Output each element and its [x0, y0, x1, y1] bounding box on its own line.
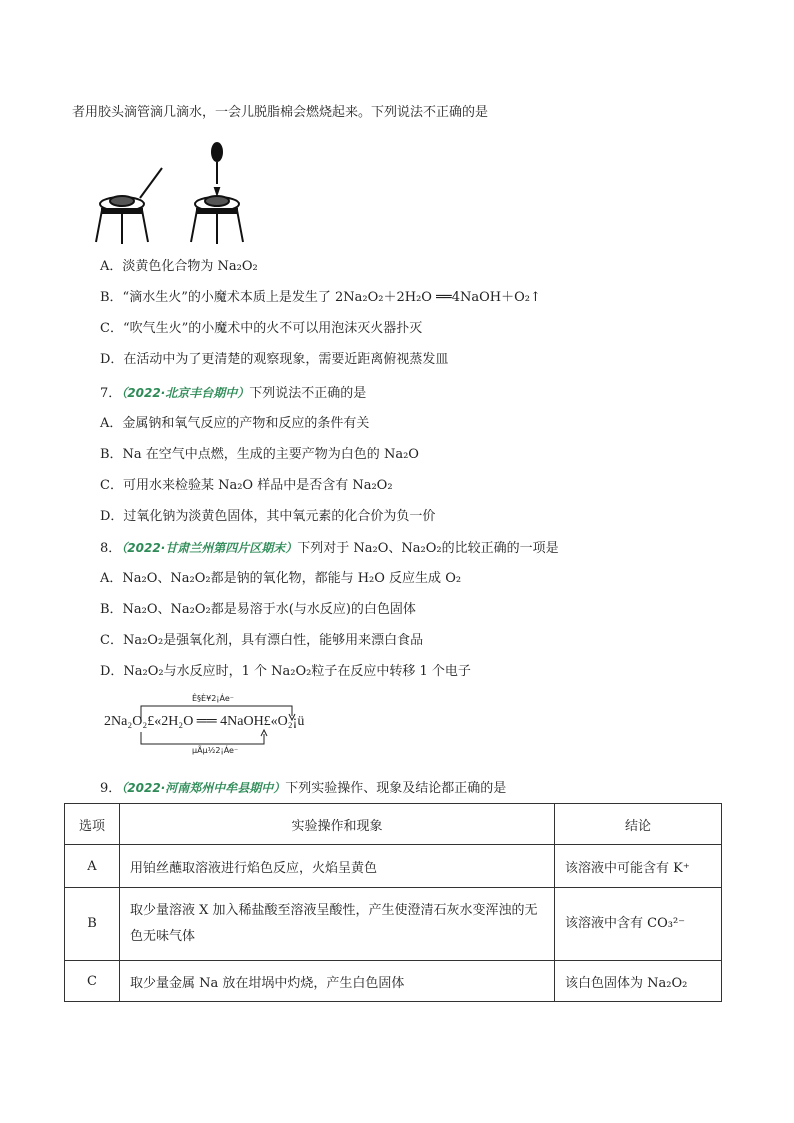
q7-option-b: B．Na 在空气中点燃，生成的主要产物为白色的 Na₂O — [100, 447, 419, 462]
table-row — [65, 845, 722, 888]
row-operation: 取少量金属 Na 放在坩埚中灼烧，产生白色固体 — [120, 961, 555, 1002]
row-conclusion: 该溶液中含有 CO₃²⁻ — [555, 888, 722, 961]
q8-option-b: B．Na₂O、Na₂O₂都是易溶于水(与水反应)的白色固体 — [100, 602, 416, 617]
apparatus-figure — [92, 132, 262, 250]
q8-source: （2022·甘肃兰州第四片区期末） — [121, 541, 298, 555]
q8-option-a: A．Na₂O、Na₂O₂都是钠的氧化物，都能与 H₂O 反应生成 O₂ — [100, 571, 462, 586]
right-apparatus — [191, 143, 243, 244]
q9-number: 9． — [100, 781, 122, 796]
q8-stem: 下列对于 Na₂O、Na₂O₂的比较正确的一项是 — [297, 541, 559, 556]
table-row — [65, 961, 722, 1002]
row-conclusion: 该溶液中可能含有 K⁺ — [555, 845, 722, 888]
table-row — [65, 888, 722, 961]
header-operation: 实验操作和现象 — [120, 804, 555, 845]
q9-stem: 下列实验操作、现象及结论都正确的是 — [285, 781, 507, 796]
gain-electrons-label: µÃµ½2¡Áe⁻ — [192, 746, 239, 755]
q7-option-d: D．过氧化钠为淡黄色固体，其中氧元素的化合价为负一价 — [100, 509, 436, 524]
q7-stem: 下列说法不正确的是 — [249, 386, 367, 401]
q8-stem-line — [100, 539, 559, 558]
q6-option-a: A．淡黄色化合物为 Na₂O₂ — [100, 259, 258, 274]
intro-text: 者用胶头滴管滴几滴水，一会儿脱脂棉会燃烧起来。下列说法不正确的是 — [72, 105, 489, 120]
q7-option-c: C．可用水来检验某 Na₂O 样品中是否含有 Na₂O₂ — [100, 478, 393, 493]
q8-option-d: D．Na₂O₂与水反应时，1 个 Na₂O₂粒子在反应中转移 1 个电子 — [100, 664, 471, 679]
q9-table — [64, 803, 722, 1002]
row-option: A — [65, 845, 120, 888]
row-operation: 用铂丝蘸取溶液进行焰色反应，火焰呈黄色 — [120, 845, 555, 888]
q7-number: 7． — [100, 386, 122, 401]
q6-option-b: B．“滴水生火”的小魔术本质上是发生了 2Na₂O₂＋2H₂O ══4NaOH＋O₂↑ — [100, 290, 541, 305]
row-conclusion: 该白色固体为 Na₂O₂ — [555, 961, 722, 1002]
equation-text: 2Na₂O₂£«2H₂O ══ 4NaOH£«O₂¡ü — [104, 714, 305, 729]
row-option: C — [65, 961, 120, 1002]
q7-stem-line — [100, 384, 366, 403]
q6-option-c: C．“吹气生火”的小魔术中的火不可以用泡沫灭火器扑灭 — [100, 321, 423, 336]
q9-source: （2022·河南郑州中牟县期中） — [121, 781, 286, 795]
left-apparatus — [96, 168, 162, 244]
header-conclusion: 结论 — [555, 804, 722, 845]
electron-transfer-equation — [96, 692, 336, 762]
q7-option-a: A．金属钠和氧气反应的产物和反应的条件有关 — [100, 416, 370, 431]
lose-electrons-label: Ê§È¥2¡Áe⁻ — [192, 694, 234, 703]
q8-number: 8． — [100, 541, 122, 556]
q9-stem-line — [100, 779, 506, 798]
q7-source: （2022·北京丰台期中） — [121, 386, 250, 400]
table-header-row — [65, 804, 722, 845]
q8-option-c: C．Na₂O₂是强氧化剂，具有漂白性，能够用来漂白食品 — [100, 633, 424, 648]
row-option: B — [65, 888, 120, 961]
row-operation: 取少量溶液 X 加入稀盐酸至溶液呈酸性，产生使澄清石灰水变浑浊的无色无味气体 — [120, 888, 555, 961]
q6-option-d: D．在活动中为了更清楚的观察现象，需要近距离俯视蒸发皿 — [100, 352, 449, 367]
header-option: 选项 — [65, 804, 120, 845]
